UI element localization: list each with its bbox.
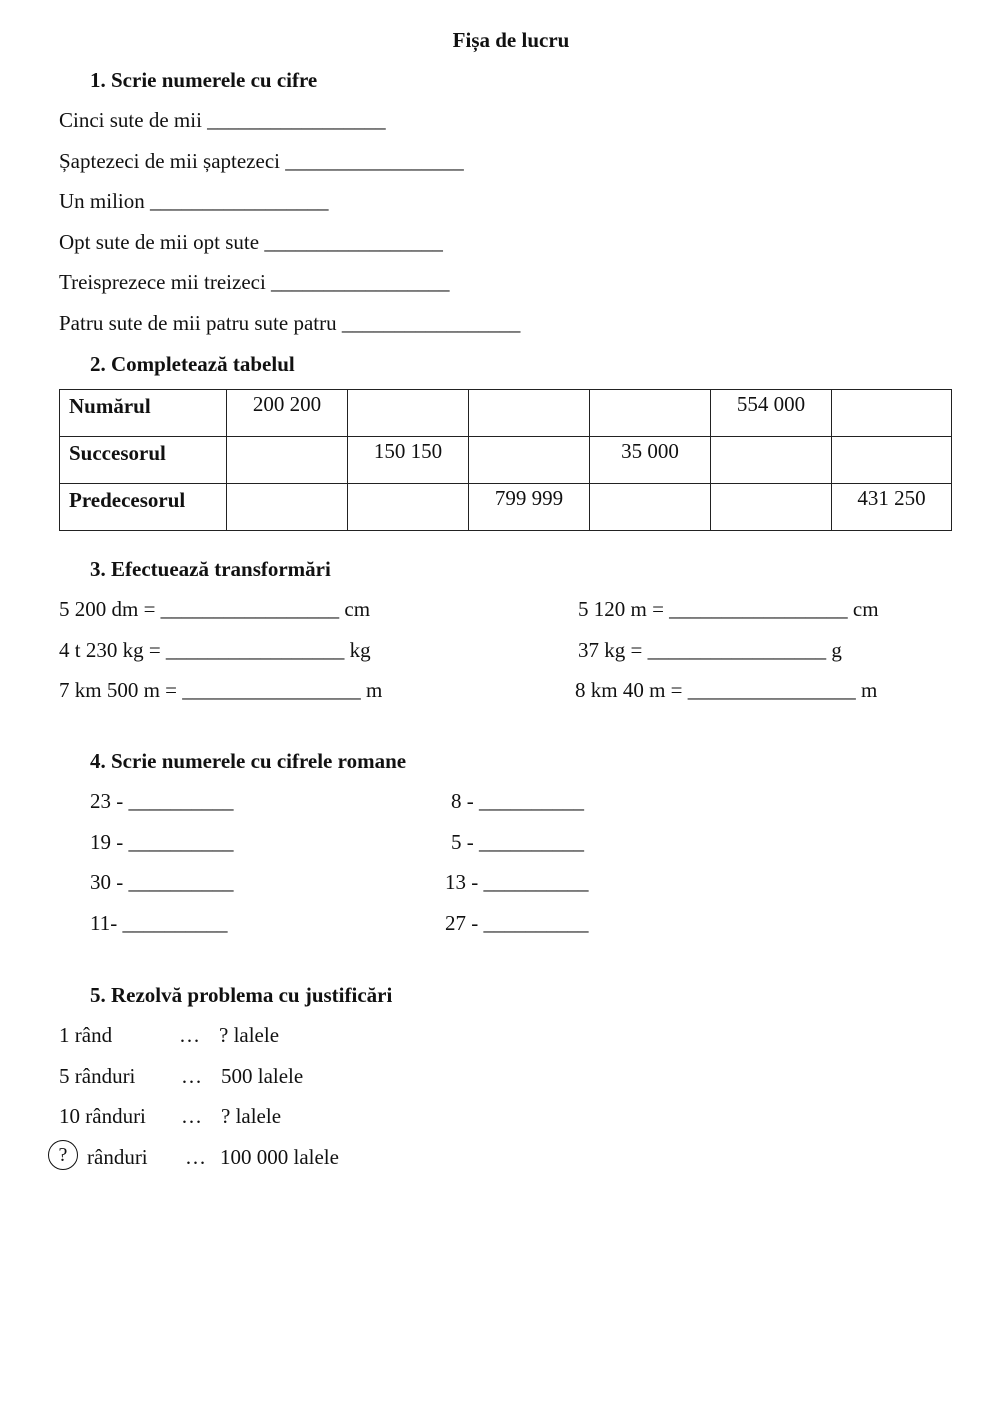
s5-row-1-dots: … [179,1023,200,1047]
table-row [60,484,952,531]
table-cell: 799 999 [469,484,590,531]
page-title: Fișa de lucru [452,28,570,52]
row-label-predecesorul: Predecesorul [60,484,227,531]
s5-row-1-label: 1 rând [59,1023,113,1047]
table-cell [348,484,469,531]
s4-right-1: 8 - __________ [451,789,584,813]
s3-left-2: 4 t 230 kg = _________________ kg [59,638,371,662]
row-label-numarul: Numărul [60,390,227,437]
table-cell [590,484,711,531]
table-cell: 200 200 [227,390,348,437]
s5-row-2-dots: … [181,1064,202,1088]
s3-left-3: 7 km 500 m = _________________ m [59,678,383,702]
s3-right-2: 37 kg = _________________ g [578,638,842,662]
s4-right-2: 5 - __________ [451,830,584,854]
s5-row-3-label: 10 rânduri [59,1104,146,1128]
s4-left-2: 19 - __________ [90,830,234,854]
table-cell: 150 150 [348,437,469,484]
table-cell [227,484,348,531]
s4-left-4: 11- __________ [90,911,228,935]
table-cell: 35 000 [590,437,711,484]
s4-right-4: 27 - __________ [445,911,589,935]
table-cell: 554 000 [711,390,832,437]
circled-question-mark: ? [48,1140,78,1170]
s1-item-6: Patru sute de mii patru sute patru _________________ [59,311,521,335]
section-2-heading: 2. Completează tabelul [90,352,295,376]
table-cell [469,437,590,484]
table-cell [711,484,832,531]
s4-left-1: 23 - __________ [90,789,234,813]
s3-right-1: 5 120 m = _________________ cm [578,597,879,621]
section-3-heading: 3. Efectuează transformări [90,557,331,581]
s5-row-4-dots: … [185,1145,206,1169]
s5-row-2-value: 500 lalele [221,1064,304,1088]
s1-item-2: Șaptezeci de mii șaptezeci _________________ [59,149,464,173]
table-cell [469,390,590,437]
s3-right-3: 8 km 40 m = ________________ m [575,678,878,702]
table-cell [348,390,469,437]
table-cell [832,390,952,437]
s4-left-3: 30 - __________ [90,870,234,894]
table-cell [590,390,711,437]
s3-left-1: 5 200 dm = _________________ cm [59,597,371,621]
section-5-heading: 5. Rezolvă problema cu justificări [90,983,393,1007]
s5-row-2-label: 5 rânduri [59,1064,136,1088]
table-cell [711,437,832,484]
table-cell [832,437,952,484]
table-row [60,390,952,437]
table-row [60,437,952,484]
s1-item-3: Un milion _________________ [59,189,329,213]
s5-row-3-dots: … [181,1104,202,1128]
s1-item-4: Opt sute de mii opt sute _________________ [59,230,443,254]
table-cell: 431 250 [832,484,952,531]
s5-row-3-value: ? lalele [221,1104,282,1128]
section-4-heading: 4. Scrie numerele cu cifrele romane [90,749,407,773]
numbers-table [59,389,952,531]
section-1-heading: 1. Scrie numerele cu cifre [90,68,318,92]
s4-right-3: 13 - __________ [445,870,589,894]
table-cell [227,437,348,484]
s1-item-1: Cinci sute de mii _________________ [59,108,386,132]
s5-row-1-value: ? lalele [219,1023,280,1047]
row-label-succesorul: Succesorul [60,437,227,484]
s1-item-5: Treisprezece mii treizeci _________________ [59,270,450,294]
s5-row-4-value: 100 000 lalele [220,1145,339,1169]
s5-row-4-label: rânduri [87,1145,148,1169]
